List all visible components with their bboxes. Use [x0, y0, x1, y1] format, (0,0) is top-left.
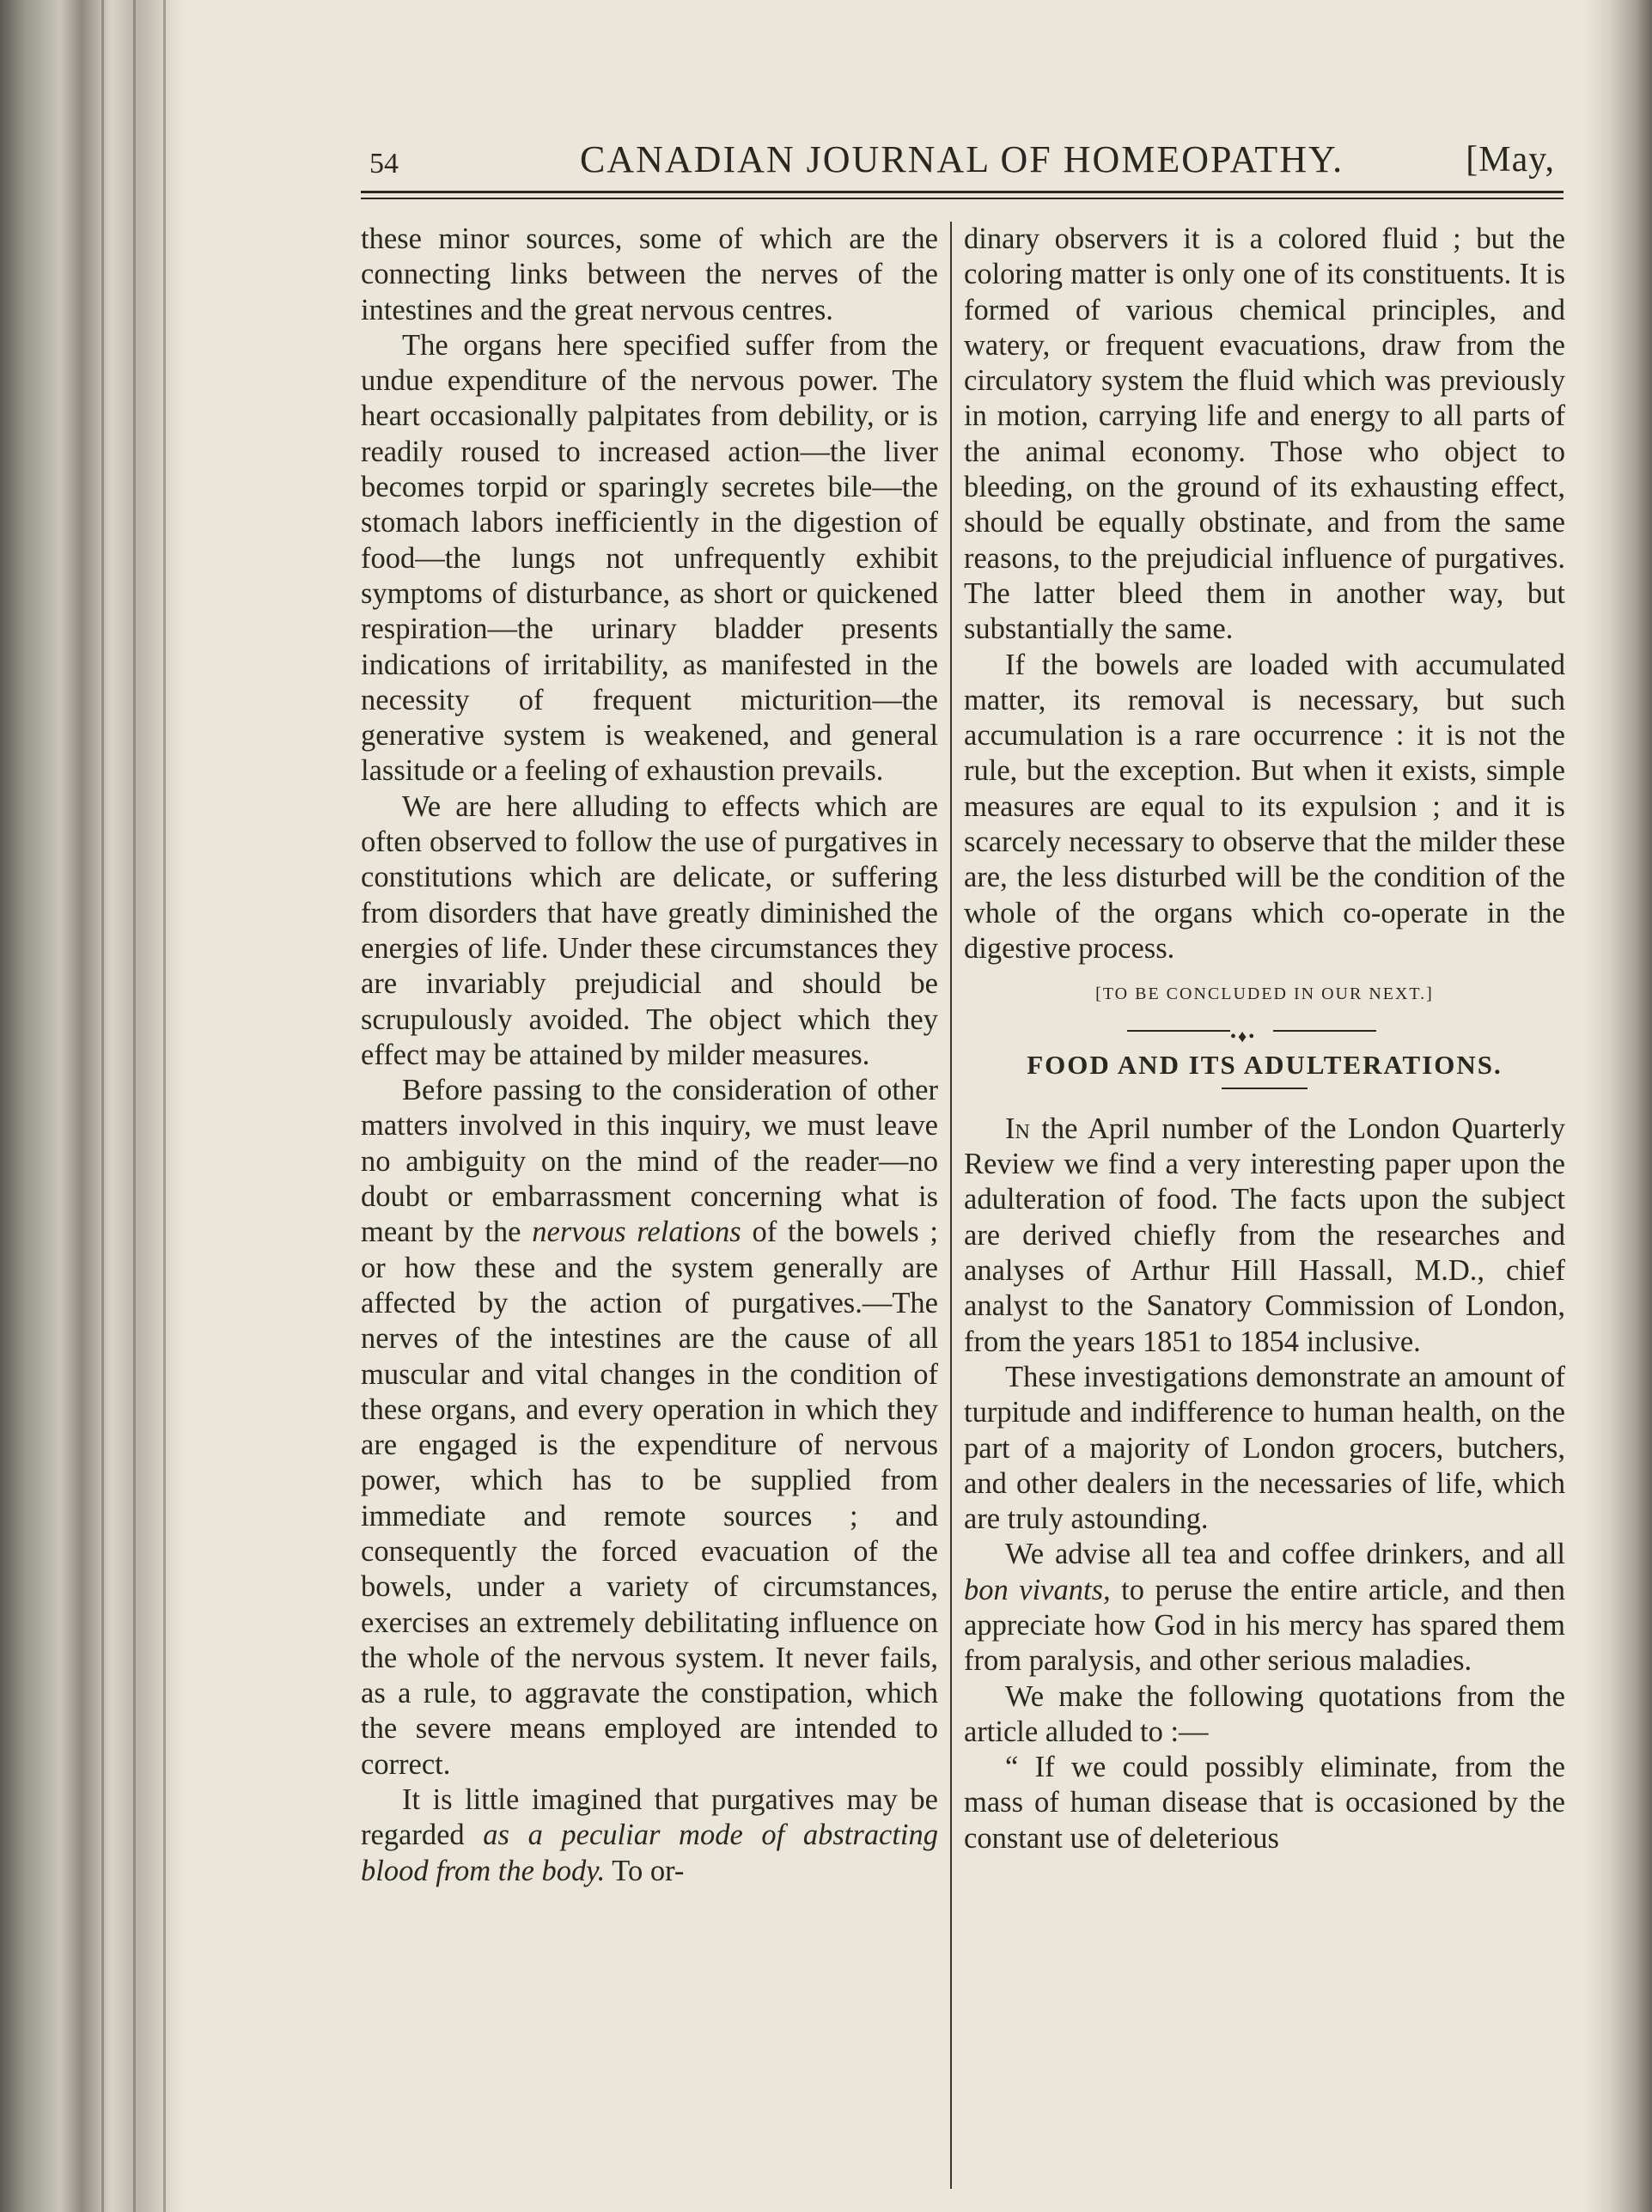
- text-run: We advise all tea and coffee drinkers, and all: [1005, 1538, 1565, 1571]
- header-rule: [361, 198, 1564, 199]
- paragraph: these minor sources, some of which are the connecting links between the nerves of the intestines and the great nervous centres.: [361, 222, 938, 326]
- text-run: To or-: [605, 1854, 685, 1887]
- continuation-note: [TO BE CONCLUDED IN OUR NEXT.]: [1095, 984, 1434, 1004]
- text-run: of the bowels ; or how these and the system generally are affected by the action of purgatives.—The nerves of the intestines are the cause of all muscular and vital changes in the condition of these organs, and every operation in which they are engaged is the expenditure of nervous power, which has to be supplied from immediate and remote sources ; and consequently the forced evacuation of the bowels, under a variety of circumstances, exercises an extremely debilitating influence on the whole of the nervous system. It never fails, as a rule, to aggravate the constipation, which the severe means employed are intended to correct.: [361, 1216, 938, 1781]
- paragraph: We make the following quotations from the article alluded to :—: [964, 1679, 1565, 1748]
- journal-title: CANADIAN JOURNAL OF HOMEOPATHY.: [580, 138, 1344, 180]
- paragraph: [361, 1782, 938, 1889]
- paragraph: dinary observers it is a colored fluid ; but the coloring matter is only one of its constituents. It is formed of various chemical principles, and watery, or frequent evacuations, draw from the circulatory system the fluid which was previously in motion, carrying life and energy to all parts of the animal economy. Those who object to bleeding, on the ground of its exhausting effect, should be equally obstinate, and from the same reasons, to the prejudicial influence of purgatives. The latter bleed them in another way, but substantially the same.: [964, 222, 1565, 646]
- italic-text: as a peculiar mode of abstracting blood from the body.: [361, 1819, 938, 1887]
- header-rule: [361, 191, 1564, 193]
- divider-line: [1273, 1030, 1376, 1032]
- heading-rule: [1222, 1088, 1308, 1089]
- italic-text: nervous relations: [532, 1216, 741, 1249]
- left-column: [361, 222, 938, 1889]
- journal-page: [352, 120, 1565, 1887]
- section-divider: [964, 1020, 1565, 1046]
- gutter-page-edge: [133, 0, 136, 2212]
- text-run: to peruse the entire article, and then appreciate how God in his mercy has spared them from paralysis, and other serious maladies.: [964, 1573, 1565, 1678]
- text-run: the April number of the London Quarterly Review we find a very interesting paper upon the adulteration of food. The facts upon the subject are derived chiefly from the researches and analyses of Arthur Hill Hassall, M.D., chief analyst to the Sanatory Commission of London, from the years 1851 to 1854 inclusive.: [964, 1112, 1565, 1358]
- paragraph: [964, 1537, 1565, 1679]
- paragraph: [964, 1112, 1565, 1360]
- page-number: 54: [369, 148, 399, 180]
- lead-word: In: [1005, 1112, 1030, 1145]
- month-label: [May,: [1466, 140, 1555, 180]
- divider-ornament: •♦•: [1230, 1027, 1257, 1046]
- book-gutter: [0, 0, 185, 2212]
- gutter-page-edge: [101, 0, 104, 2212]
- column-divider: [950, 222, 952, 2189]
- divider-line: [1127, 1030, 1230, 1032]
- paragraph: These investigations demonstrate an amount of turpitude and indifference to human health, on the part of a majority of London grocers, butchers, and other dealers in the necessaries of life, which are truly astounding.: [964, 1360, 1565, 1536]
- paragraph: The organs here specified suffer from the undue expenditure of the nervous power. The heart occasionally palpitates from debility, or is readily roused to increased action—the liver becomes torpid or sparingly secretes bile—the stomach labors inefficiently in the digestion of food—the lungs not unfrequently exhibit symptoms of disturbance, as short or quickened respiration—the urinary bladder presents indications of irritability, as manifested in the necessity of frequent micturition—the generative system is weakened, and general lassitude or a feeling of exhaustion prevails.: [361, 328, 938, 788]
- gutter-page-edge: [163, 0, 166, 2212]
- italic-text: bon vivants,: [964, 1573, 1111, 1606]
- page-right-edge: [1583, 0, 1652, 2212]
- article-heading: FOOD AND ITS ADULTERATIONS.: [1027, 1049, 1503, 1080]
- paragraph: [361, 1073, 938, 1782]
- running-head: [352, 120, 1564, 189]
- right-column: [964, 222, 1565, 1856]
- paragraph: “ If we could possibly eliminate, from the mass of human disease that is occasioned by the constant use of deleterious: [964, 1751, 1565, 1855]
- paragraph: If the bowels are loaded with accumulated matter, its removal is necessary, but such accumulation is a rare occurrence : it is not the rule, but the exception. But when it exists, simple measures are equal to its expulsion ; and it is scarcely necessary to observe that the milder these are, the less disturbed will be the condition of the whole of the organs which co-operate in the digestive process.: [964, 648, 1565, 965]
- text-run: Before passing to the consideration of other matters involved in this inquiry, we must leave no ambiguity on the mind of the reader—no doubt or embarrassment concerning what is meant by the: [361, 1074, 938, 1249]
- text-run: It is little imagined that purgatives may be regarded: [361, 1783, 938, 1852]
- paragraph: We are here alluding to effects which are often observed to follow the use of purgatives in constitutions which are delicate, or suffering from disorders that have greatly diminished the energies of life. Under these circumstances they are invariably prejudicial and should be scrupulously avoided. The object which they effect may be attained by milder measures.: [361, 789, 938, 1071]
